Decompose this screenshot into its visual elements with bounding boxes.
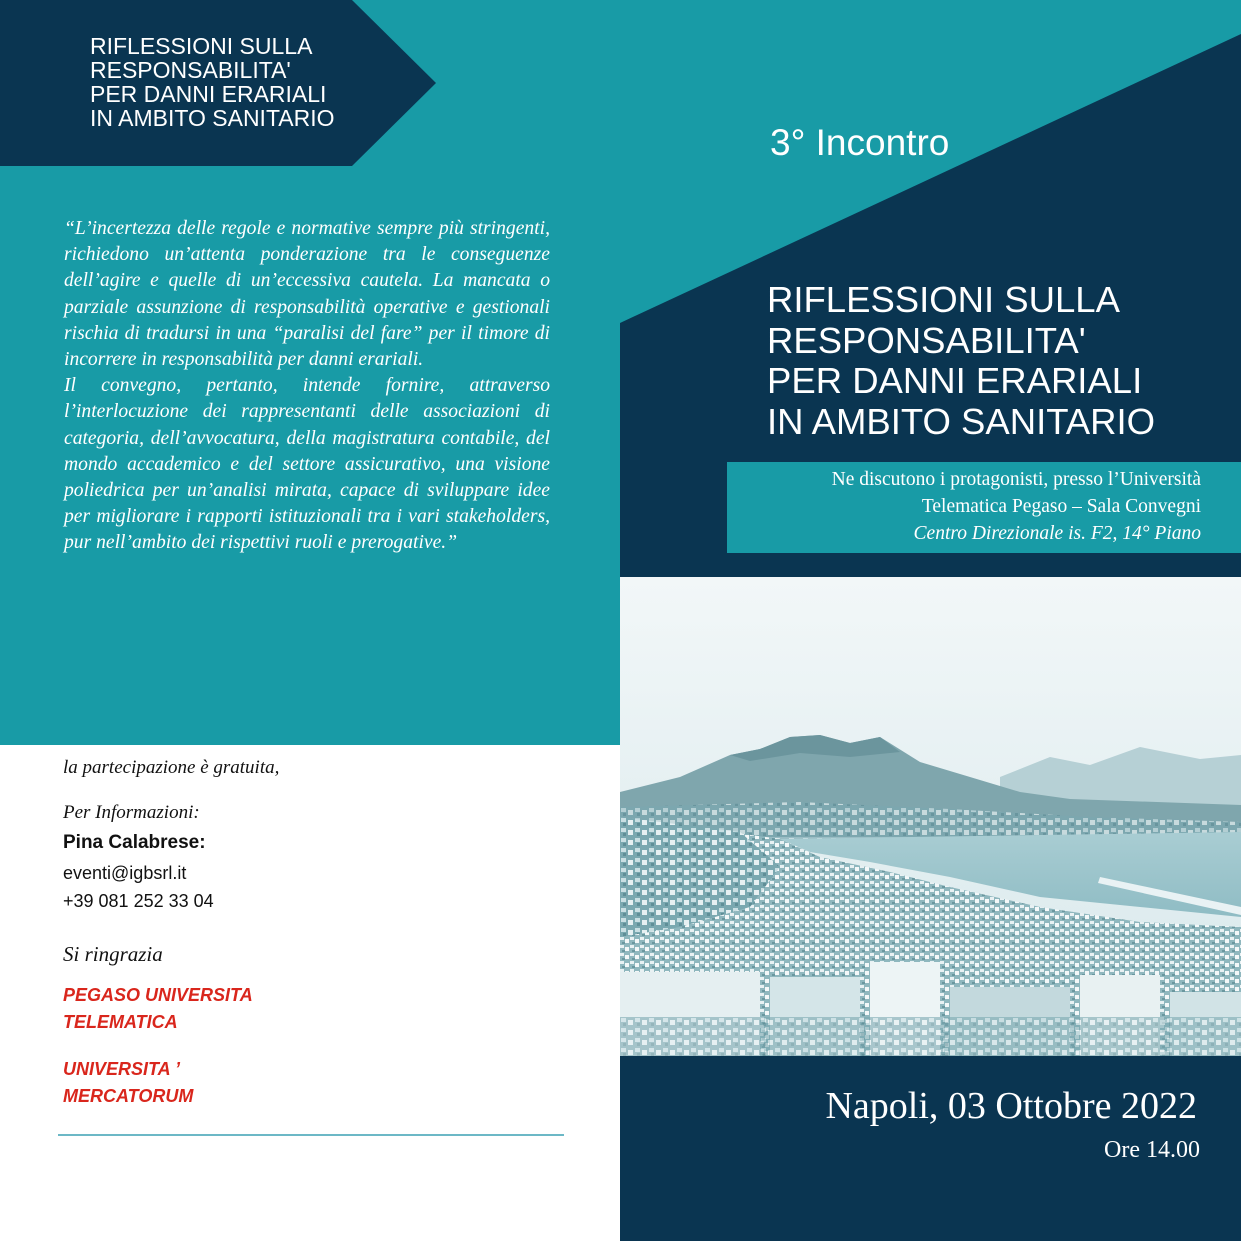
quote-paragraph-2: Il convegno, pertanto, intende fornire, attraverso l’interlocuzione dei rappresentanti delle associazioni di categoria, dell’avvocatura, della magistratura contabile, del mondo accademico e del settore assicurativo, una visione poliedrica per un’analisi mirata, capace di sviluppare idee per migliorare i rapporti istituzionali tra i vari stakeholders, pur nell’ambito dei rispettivi ruoli e prerogative.”	[64, 375, 550, 554]
main-title: RIFLESSIONI SULLA RESPONSABILITA' PER DANNI ERARIALI IN AMBITO SANITARIO	[767, 279, 1156, 442]
naples-panorama-image	[620, 577, 1241, 1056]
thanks-label: Si ringrazia	[63, 942, 163, 966]
contact-email-link[interactable]: eventi@igbsrl.it	[63, 863, 187, 883]
venue-line-2: Telematica Pegaso – Sala Convegni	[921, 496, 1201, 517]
divider-line	[58, 1134, 564, 1136]
info-label: Per Informazioni:	[63, 802, 200, 823]
venue-line-3: Centro Direzionale is. F2, 14° Piano	[913, 523, 1201, 544]
meeting-number: 3° Incontro	[770, 122, 950, 163]
venue-line-1: Ne discutono i protagonisti, presso l’Università	[831, 469, 1201, 490]
sponsor-pegaso: PEGASO UNIVERSITA TELEMATICA	[63, 985, 253, 1032]
participation-note: la partecipazione è gratuita,	[63, 757, 280, 778]
naples-bay-photo	[620, 577, 1241, 1056]
left-header-banner	[0, 0, 436, 166]
quote-paragraph-1: “L’incertezza delle regole e normative sempre più stringenti, richiedono un’attenta ponderazione tra le conseguenze dell’agire e quelle di un’eccessiva cautela. La mancata o parziale assunzione di responsabilità operative e gestionali rischia di tradursi in una “paralisi del fare” per il timore di incorrere in responsabilità per danni erariali.	[64, 218, 550, 371]
contact-phone: +39 081 252 33 04	[63, 891, 214, 911]
event-time: Ore 14.00	[1104, 1137, 1200, 1163]
contact-name: Pina Calabrese:	[63, 832, 206, 853]
left-header-title: RIFLESSIONI SULLA RESPONSABILITA' PER DANNI ERARIALI IN AMBITO SANITARIO	[90, 33, 335, 131]
sponsor-mercatorum: UNIVERSITA ’ MERCATORUM	[63, 1059, 194, 1106]
intro-quote	[64, 216, 550, 557]
venue-text	[701, 466, 1201, 547]
event-date: Napoli, 03 Ottobre 2022	[825, 1085, 1197, 1127]
